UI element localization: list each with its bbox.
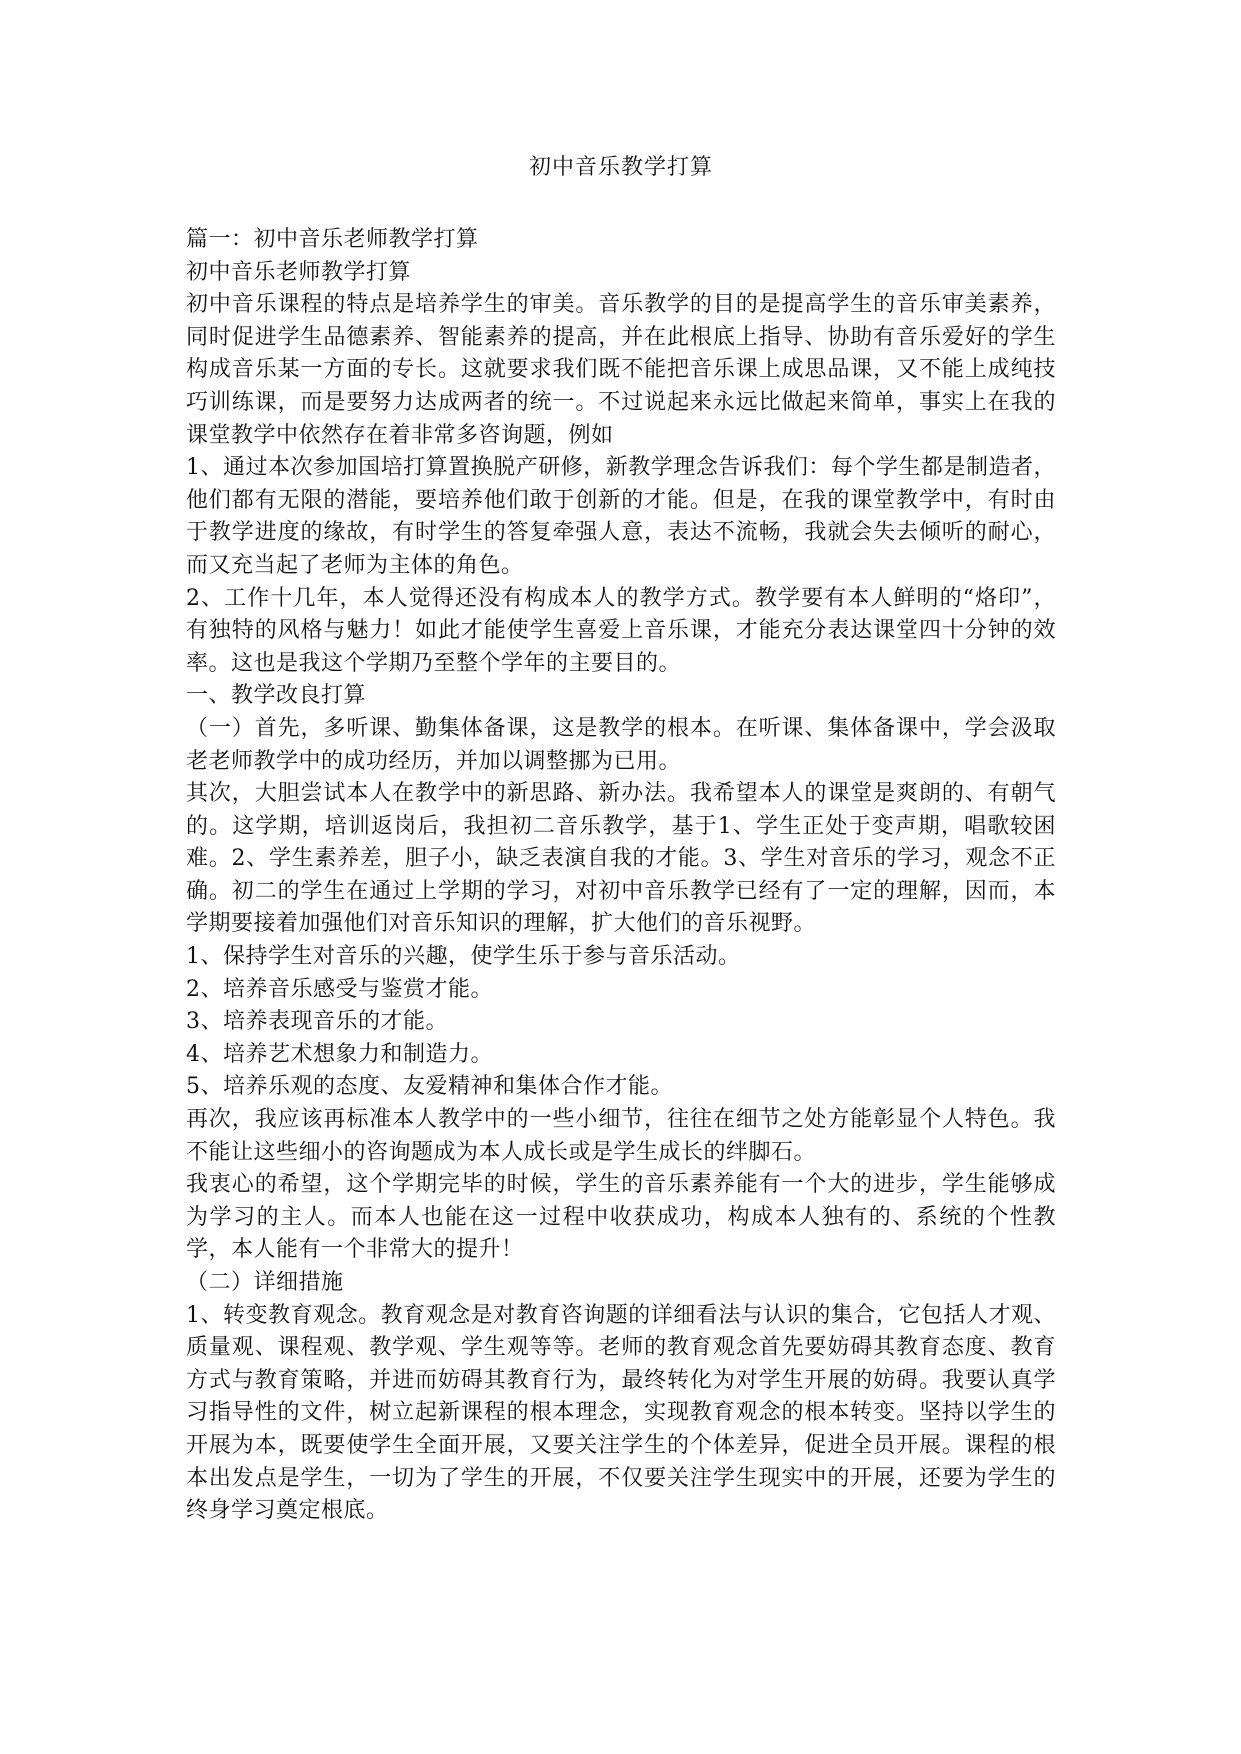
section-heading: （二）详细措施	[186, 1270, 344, 1295]
paragraph: 初中音乐课程的特点是培养学生的审美。音乐教学的目的是提高学生的音乐审美素养，同时促进学生品德素养、智能素养的提高，并在此根底上指导、协助有音乐爱好的学生构成音乐某一方面的专长。这就要求我们既不能把音乐课上成思品课，又不能上成纯技巧训练课，而是要努力达成两者的统一。不过说起来永远比做起来简单，事实上在我的课堂教学中依然存在着非常多咨询题，例如	[186, 292, 1056, 448]
document-title: 初中音乐教学打算	[528, 155, 713, 180]
paragraph: 1、通过本次参加国培打算置换脱产研修，新教学理念告诉我们：每个学生都是制造者，他们都有无限的潜能，要培养他们敢于创新的才能。但是，在我的课堂教学中，有时由于教学进度的缘故，有时学生的答复牵强人意，表达不流畅，我就会失去倾听的耐心，而又充当起了老师为主体的角色。	[186, 455, 1056, 578]
paragraph: 篇一：初中音乐老师教学打算	[186, 227, 479, 252]
section-heading: 一、教学改良打算	[186, 683, 367, 709]
paragraph: 再次，我应该再标准本人教学中的一些小细节，往往在细节之处方能彰显个人特色。我不能让这些细小的咨询题成为本人成长或是学生成长的绊脚石。	[186, 1107, 1056, 1165]
list-item: 1、保持学生对音乐的兴趣，使学生乐于参与音乐活动。	[186, 944, 741, 970]
paragraph: （一）首先，多听课、勤集体备课，这是教学的根本。在听课、集体备课中，学会汲取老老师教学中的成功经历，并加以调整挪为已用。	[186, 715, 1056, 774]
list-item: 3、培养表现音乐的才能。	[186, 1009, 448, 1035]
document-page	[186, 152, 1056, 1528]
list-item: 2、培养音乐感受与鉴赏才能。	[186, 976, 493, 1002]
paragraph: 其次，大胆尝试本人在教学中的新思路、新办法。我希望本人的课堂是爽朗的、有朝气的。这学期，培训返岗后，我担初二音乐教学，基于1、学生正处于变声期，唱歌较困难。2、学生素养差，胆子小，缺乏表演自我的才能。3、学生对音乐的学习，观念不正确。初二的学生在通过上学期的学习，对初中音乐教学已经有了一定的理解，因而，本学期要接着加强他们对音乐知识的理解，扩大他们的音乐视野。	[186, 781, 1056, 937]
paragraph: 我衷心的希望，这个学期完毕的时候，学生的音乐素养能有一个大的进步，学生能够成为学习的主人。而本人也能在这一过程中收获成功，构成本人独有的、系统的个性教学，本人能有一个非常大的提升！	[186, 1172, 1056, 1263]
paragraph: 初中音乐老师教学打算	[186, 259, 412, 285]
list-item: 4、培养艺术想象力和制造力。	[186, 1041, 493, 1067]
list-item: 5、培养乐观的态度、友爱精神和集体合作才能。	[186, 1074, 673, 1100]
paragraph: 1、转变教育观念。教育观念是对教育咨询题的详细看法与认识的集合，它包括人才观、质量观、课程观、教学观、学生观等等。老师的教育观念首先要妨碍其教育态度、教育方式与教育策略，并进而妨碍其教育行为，最终转化为对学生开展的妨碍。我要认真学习指导性的文件，树立起新课程的根本理念，实现教育观念的根本转变。坚持以学生的开展为本，既要使学生全面开展，又要关注学生的个体差异，促进全员开展。课程的根本出发点是学生，一切为了学生的开展，不仅要关注学生现实中的开展，还要为学生的终身学习奠定根底。	[186, 1302, 1056, 1524]
document-body	[186, 224, 1056, 1528]
paragraph: 2、工作十几年，本人觉得还没有构成本人的教学方式。教学要有本人鲜明的“烙印”，有独特的风格与魅力！如此才能使学生喜爱上音乐课，才能充分表达课堂四十分钟的效率。这也是我这个学期乃至整个学年的主要目的。	[186, 585, 1056, 676]
